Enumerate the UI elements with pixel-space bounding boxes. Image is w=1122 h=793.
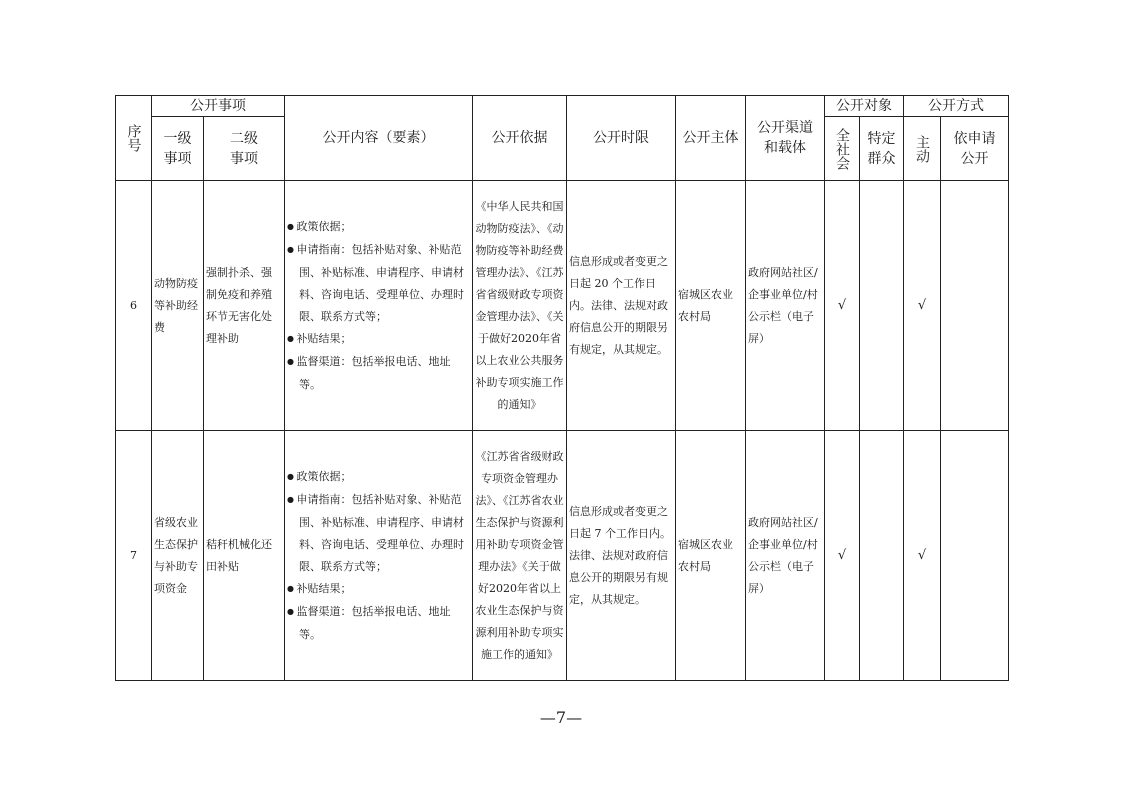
- header-channel: 公开渠道和载体: [746, 96, 825, 181]
- row-basis: 《中华人民共和国动物防疫法》、《动物防疫等补助经费管理办法》、《江苏省省级财政专项资金管理办法》、《关于做好2020年省以上农业公共服务补助专项实施工作的通知》: [473, 181, 567, 431]
- row-all-society-check: √: [825, 431, 860, 681]
- row-level2: 强制扑杀、强制免疫和养殖环节无害化处理补助: [204, 181, 285, 431]
- row-level2: 秸秆机械化还田补贴: [204, 431, 285, 681]
- content-item: ● 申请指南：包括补贴对象、补贴范围、补贴标准、申请程序、申请材料、咨询电话、受理单位、办理时限、联系方式等；: [287, 489, 470, 578]
- row-on-request-check: [941, 431, 1009, 681]
- content-item: ● 监督渠道：包括举报电话、地址等。: [287, 601, 470, 646]
- row-seq: 7: [116, 431, 152, 681]
- row-subject: 宿城区农业农村局: [676, 431, 746, 681]
- row-subject: 宿城区农业农村局: [676, 181, 746, 431]
- table-row: [116, 431, 1009, 681]
- table-row: [116, 181, 1009, 431]
- header-basis: 公开依据: [473, 96, 567, 181]
- row-level1: 动物防疫等补助经费: [152, 181, 204, 431]
- row-channel: 政府网站社区/企事业单位/村公示栏（电子屏）: [746, 181, 825, 431]
- row-seq: 6: [116, 181, 152, 431]
- row-content: [285, 181, 473, 431]
- header-subject: 公开主体: [676, 96, 746, 181]
- disclosure-table: [115, 95, 1009, 681]
- content-item: ● 政策依据；: [287, 466, 470, 489]
- row-all-society-check: √: [825, 181, 860, 431]
- row-time-limit: 信息形成或者变更之日起 7 个工作日内。法律、法规对政府信息公开的期限另有规定，从其规定。: [567, 431, 676, 681]
- header-active: 主动: [904, 117, 941, 181]
- content-item: ● 监督渠道：包括举报电话、地址等。: [287, 351, 470, 396]
- content-item: ● 申请指南：包括补贴对象、补贴范围、补贴标准、申请程序、申请材料、咨询电话、受理单位、办理时限、联系方式等；: [287, 239, 470, 328]
- row-time-limit: 信息形成或者变更之日起 20 个工作日内。法律、法规对政府信息公开的期限另有规定，从其规定。: [567, 181, 676, 431]
- row-active-check: √: [904, 181, 941, 431]
- header-specific-group: 特定群众: [860, 117, 904, 181]
- row-content: [285, 431, 473, 681]
- row-basis: 《江苏省省级财政专项资金管理办法》、《江苏省农业生态保护与资源利用补助专项资金管理办法》《关于做好2020年省以上农业生态保护与资源利用补助专项实施工作的通知》: [473, 431, 567, 681]
- header-on-request: 依申请公开: [941, 117, 1009, 181]
- row-specific-group-check: [860, 431, 904, 681]
- header-seq: 序号: [116, 96, 152, 181]
- header-items-group: 公开事项: [152, 96, 285, 117]
- header-audience-group: 公开对象: [825, 96, 904, 117]
- content-item: ● 补贴结果；: [287, 578, 470, 601]
- header-content: 公开内容（要素）: [285, 96, 473, 181]
- row-specific-group-check: [860, 181, 904, 431]
- header-all-society: 全社会: [825, 117, 860, 181]
- content-item: ● 政策依据；: [287, 216, 470, 239]
- header-level2: 二级事项: [204, 117, 285, 181]
- row-active-check: √: [904, 431, 941, 681]
- row-channel: 政府网站社区/企事业单位/村公示栏（电子屏）: [746, 431, 825, 681]
- content-item: ● 补贴结果；: [287, 328, 470, 351]
- row-on-request-check: [941, 181, 1009, 431]
- header-method-group: 公开方式: [904, 96, 1009, 117]
- header-time-limit: 公开时限: [567, 96, 676, 181]
- row-level1: 省级农业生态保护与补助专项资金: [152, 431, 204, 681]
- header-level1: 一级事项: [152, 117, 204, 181]
- page-number: —7—: [539, 708, 583, 727]
